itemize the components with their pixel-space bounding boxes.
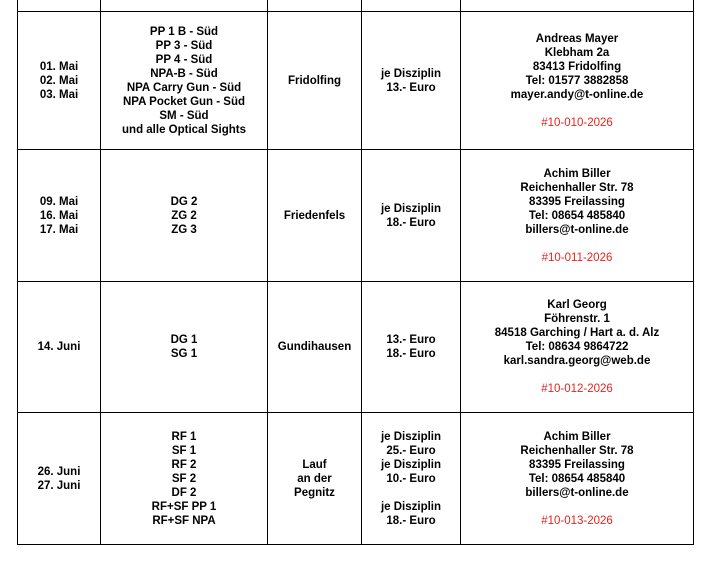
fee-cell xyxy=(362,282,461,413)
fee-line: 13.- Euro xyxy=(386,334,436,346)
discipline-line: RF 1 xyxy=(171,430,197,443)
fee-line: je Disziplin xyxy=(380,67,442,80)
fee-line: je Disziplin xyxy=(380,458,442,471)
event-code: #10-010-2026 xyxy=(541,116,613,129)
fee-line: je Disziplin xyxy=(380,430,442,443)
dates-cell xyxy=(18,150,101,282)
cell-empty xyxy=(268,0,362,12)
discipline-line: PP 3 - Süd xyxy=(155,39,213,52)
place-cell xyxy=(268,150,362,282)
discipline-line: NPA Pocket Gun - Süd xyxy=(122,95,246,108)
disciplines-cell xyxy=(101,12,268,150)
discipline-line: SG 1 xyxy=(170,348,198,360)
contact-line: Tel: 08634 9864722 xyxy=(525,341,629,353)
discipline-line: SF 2 xyxy=(171,472,197,485)
discipline-line: ZG 2 xyxy=(171,209,197,222)
discipline-line: DF 2 xyxy=(171,486,197,499)
contact-line: karl.sandra.georg@web.de xyxy=(503,355,651,367)
discipline-line: PP 4 - Süd xyxy=(155,53,213,66)
date-line: 26. Juni xyxy=(37,465,81,478)
fee-cell xyxy=(362,150,461,282)
fee-line: 25.- Euro xyxy=(386,444,436,457)
dates-cell xyxy=(18,282,101,413)
table-row xyxy=(18,413,694,545)
discipline-line: NPA-B - Süd xyxy=(150,67,218,80)
place-cell xyxy=(268,282,362,413)
contact-line: mayer.andy@t-online.de xyxy=(510,88,644,101)
disciplines-cell xyxy=(101,413,268,545)
place-line: an der xyxy=(297,472,332,485)
contact-line: Klebham 2a xyxy=(544,46,610,59)
disciplines-cell xyxy=(101,282,268,413)
event-code: #10-013-2026 xyxy=(541,514,613,527)
date-line: 14. Juni xyxy=(37,341,81,353)
cell-empty xyxy=(461,0,694,12)
contact-line: 83413 Fridolfing xyxy=(532,60,622,73)
date-line: 02. Mai xyxy=(39,74,79,87)
cell-empty xyxy=(362,0,461,12)
event-code: #10-011-2026 xyxy=(541,251,613,264)
place-line: Friedenfels xyxy=(283,209,346,222)
contact-cell xyxy=(461,150,694,282)
date-line: 09. Mai xyxy=(39,195,79,208)
fee-line: 18.- Euro xyxy=(386,216,436,229)
place-cell xyxy=(268,12,362,150)
fee-line: 10.- Euro xyxy=(386,472,436,485)
event-code: #10-012-2026 xyxy=(541,383,613,395)
place-line: Gundihausen xyxy=(277,341,352,353)
discipline-line: DG 1 xyxy=(170,334,198,346)
date-line: 01. Mai xyxy=(39,60,79,73)
date-line: 16. Mai xyxy=(39,209,79,222)
date-line: 03. Mai xyxy=(39,88,79,101)
table-row xyxy=(18,282,694,413)
place-line: Pegnitz xyxy=(294,486,335,499)
discipline-line: DG 2 xyxy=(170,195,198,208)
table-row-top xyxy=(18,0,694,12)
fee-cell xyxy=(362,413,461,545)
fee-line: je Disziplin xyxy=(380,202,442,215)
contact-line: Achim Biller xyxy=(543,167,611,180)
fee-line: je Disziplin xyxy=(380,500,442,513)
contact-line: Achim Biller xyxy=(543,430,611,443)
dates-cell xyxy=(18,413,101,545)
contact-line: Reichenhaller Str. 78 xyxy=(520,444,634,457)
contact-line: Tel: 08654 485840 xyxy=(528,472,626,485)
discipline-line: RF 2 xyxy=(171,458,197,471)
disciplines-cell xyxy=(101,150,268,282)
dates-cell xyxy=(18,12,101,150)
date-line: 27. Juni xyxy=(37,479,81,492)
discipline-line: PP 1 B - Süd xyxy=(149,25,219,38)
contact-line: Föhrenstr. 1 xyxy=(544,313,610,325)
place-line: Fridolfing xyxy=(287,74,341,87)
table-row xyxy=(18,150,694,282)
discipline-line: NPA Carry Gun - Süd xyxy=(126,81,242,94)
date-line: 17. Mai xyxy=(39,223,79,236)
place-line: Lauf xyxy=(302,458,327,471)
contact-line: Tel: 01577 3882858 xyxy=(525,74,629,87)
discipline-line: RF+SF NPA xyxy=(152,514,216,527)
contact-cell xyxy=(461,413,694,545)
discipline-line: SF 1 xyxy=(171,444,197,457)
fee-line: 13.- Euro xyxy=(386,81,436,94)
contact-line: Reichenhaller Str. 78 xyxy=(520,181,634,194)
contact-line: Andreas Mayer xyxy=(535,32,619,45)
contact-cell xyxy=(461,12,694,150)
cell-empty xyxy=(101,0,268,12)
cell-empty xyxy=(18,0,101,12)
contact-line: 83395 Freilassing xyxy=(529,458,625,471)
table-row xyxy=(18,12,694,150)
contact-line: billers@t-online.de xyxy=(525,486,629,499)
fee-line: 18.- Euro xyxy=(386,514,436,527)
discipline-line: und alle Optical Sights xyxy=(122,123,246,136)
contact-line: Tel: 08654 485840 xyxy=(528,209,626,222)
contact-cell xyxy=(461,282,694,413)
discipline-line: ZG 3 xyxy=(171,223,197,236)
fee-cell xyxy=(362,12,461,150)
place-cell xyxy=(268,413,362,545)
discipline-line: SM - Süd xyxy=(159,109,209,122)
spacer xyxy=(366,486,456,500)
contact-line: billers@t-online.de xyxy=(525,223,629,236)
contact-line: 83395 Freilassing xyxy=(529,195,625,208)
contact-line: Karl Georg xyxy=(547,299,607,311)
contact-line: 84518 Garching / Hart a. d. Alz xyxy=(494,327,660,339)
fee-line: 18.- Euro xyxy=(386,348,436,360)
events-table xyxy=(17,0,694,545)
discipline-line: RF+SF PP 1 xyxy=(151,500,217,513)
